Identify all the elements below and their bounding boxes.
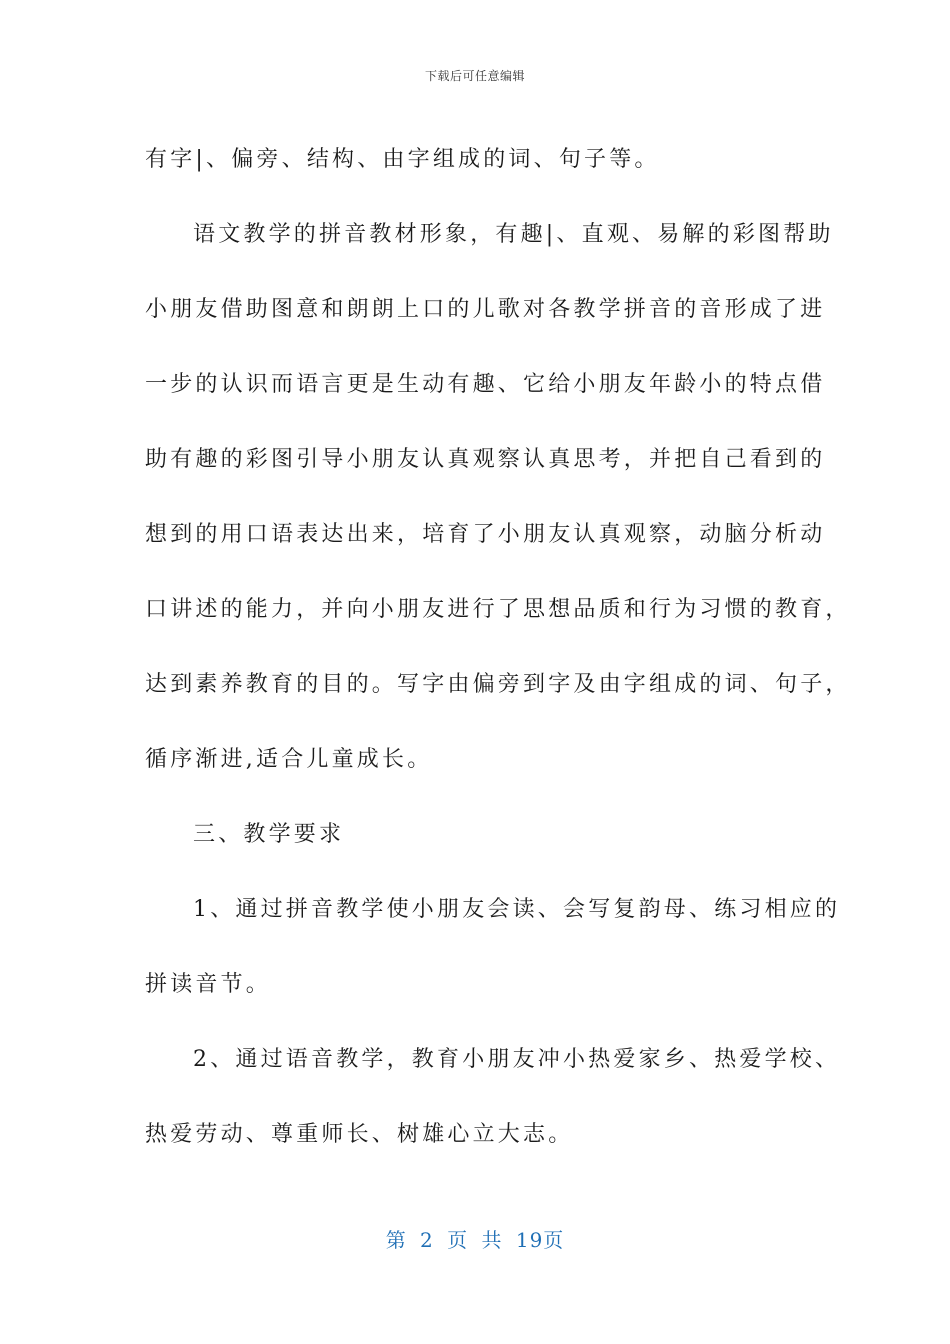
page-number-footer: 第 2 页 共 19页 (385, 1228, 565, 1252)
body-line: 达到素养教育的目的。写字由偏旁到字及由字组成的词、句子， (145, 672, 851, 697)
list-item-line: 2、通过语音教学，教育小朋友冲小热爱家乡、热爱学校、 (193, 1047, 841, 1072)
body-line: 口讲述的能力，并向小朋友进行了思想品质和行为习惯的教育， (145, 597, 851, 622)
page-header: 下载后可任意编辑 (424, 69, 525, 83)
body-line: 助有趣的彩图引导小朋友认真观察认真思考，并把自己看到的 (145, 447, 826, 472)
body-line: 一步的认识而语言更是生动有趣、它给小朋友年龄小的特点借 (145, 372, 826, 397)
body-line: 循序渐进,适合儿童成长。 (145, 747, 433, 772)
paragraph-start-line: 语文教学的拼音教材形象，有趣|、直观、易解的彩图帮助 (193, 222, 834, 247)
body-line: 小朋友借助图意和朗朗上口的儿歌对各教学拼音的音形成了进 (145, 297, 826, 322)
section-heading: 三、教学要求 (193, 822, 345, 847)
list-item-line: 热爱劳动、尊重师长、树雄心立大志。 (145, 1122, 574, 1147)
list-item-line: 1、通过拼音教学使小朋友会读、会写复韵母、练习相应的 (193, 897, 841, 922)
document-body (145, 122, 851, 1172)
list-item-line: 拼读音节。 (145, 972, 272, 997)
body-line: 有字|、偏旁、结构、由字组成的词、句子等。 (145, 147, 660, 172)
body-line: 想到的用口语表达出来，培育了小朋友认真观察，动脑分析动 (145, 522, 826, 547)
